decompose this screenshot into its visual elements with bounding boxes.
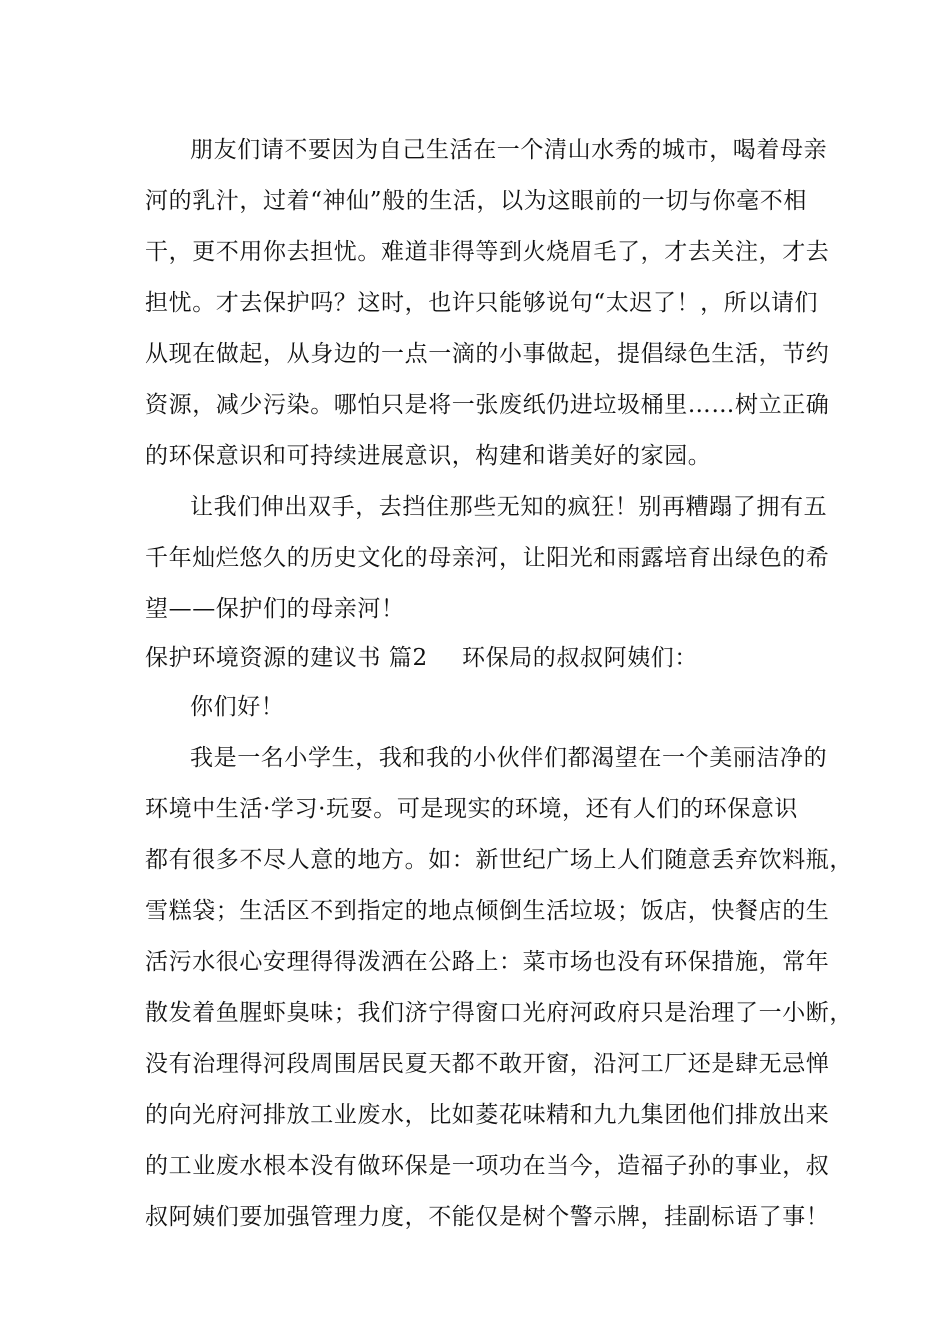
para1-line-1: 朋友们请不要因为自己生活在一个清山水秀的城市，喝着母亲 [190, 137, 828, 163]
section-heading: 保护环境资源的建议书 篇2 [145, 645, 428, 671]
para3-line-8: 的向光府河排放工业废水，比如菱花味精和九九集团他们排放出来 [145, 1102, 830, 1128]
para1-line-5: 从现在做起，从身边的一点一滴的小事做起，提倡绿色生活，节约 [145, 341, 830, 367]
para3-line-5: 活污水很心安理得得泼洒在公路上：菜市场也没有环保措施，常年 [145, 949, 830, 975]
salutation: 环保局的叔叔阿姨们： [462, 645, 698, 671]
para2-line-3: 望——保护们的母亲河！ [145, 596, 405, 622]
para3-line-2: 环境中生活·学习·玩耍。可是现实的环境，还有人们的环保意识 [145, 796, 799, 822]
para3-line-9: 的工业废水根本没有做环保是一项功在当今，造福子孙的事业，叔 [145, 1153, 830, 1179]
para3-line-7: 没有治理得河段周围居民夏天都不敢开窗，沿河工厂还是肆无忌惮 [145, 1051, 830, 1077]
para1-line-2: 河的乳汁，过着“神仙”般的生活，以为这眼前的一切与你毫不相 [145, 188, 807, 214]
para1-line-7: 的环保意识和可持续进展意识，构建和谐美好的家园。 [145, 443, 712, 469]
para3-line-1: 我是一名小学生，我和我的小伙伴们都渴望在一个美丽洁净的 [190, 745, 828, 771]
para1-line-4: 担忧。才去保护吗？这时，也许只能够说句“太迟了！，所以请们 [145, 290, 819, 316]
para1-line-6: 资源，减少污染。哪怕只是将一张废纸仍进垃圾桶里……树立正确 [145, 392, 830, 418]
para1-line-3: 干，更不用你去担忧。难道非得等到火烧眉毛了，才去关注，才去 [145, 239, 830, 265]
para2-line-1: 让我们伸出双手，去挡住那些无知的疯狂！别再糟蹋了拥有五 [190, 494, 828, 520]
para3-line-4: 雪糕袋；生活区不到指定的地点倾倒生活垃圾；饭店，快餐店的生 [145, 898, 830, 924]
para3-line-6: 散发着鱼腥虾臭味；我们济宁得窗口光府河政府只是治理了一小断， [145, 1000, 853, 1026]
para3-line-10: 叔阿姨们要加强管理力度，不能仅是树个警示牌，挂副标语了事！ [145, 1204, 830, 1230]
para2-line-2: 千年灿烂悠久的历史文化的母亲河，让阳光和雨露培育出绿色的希 [145, 545, 830, 571]
para3-line-3: 都有很多不尽人意的地方。如：新世纪广场上人们随意丢弃饮料瓶， [145, 847, 853, 873]
greeting: 你们好！ [190, 694, 285, 720]
